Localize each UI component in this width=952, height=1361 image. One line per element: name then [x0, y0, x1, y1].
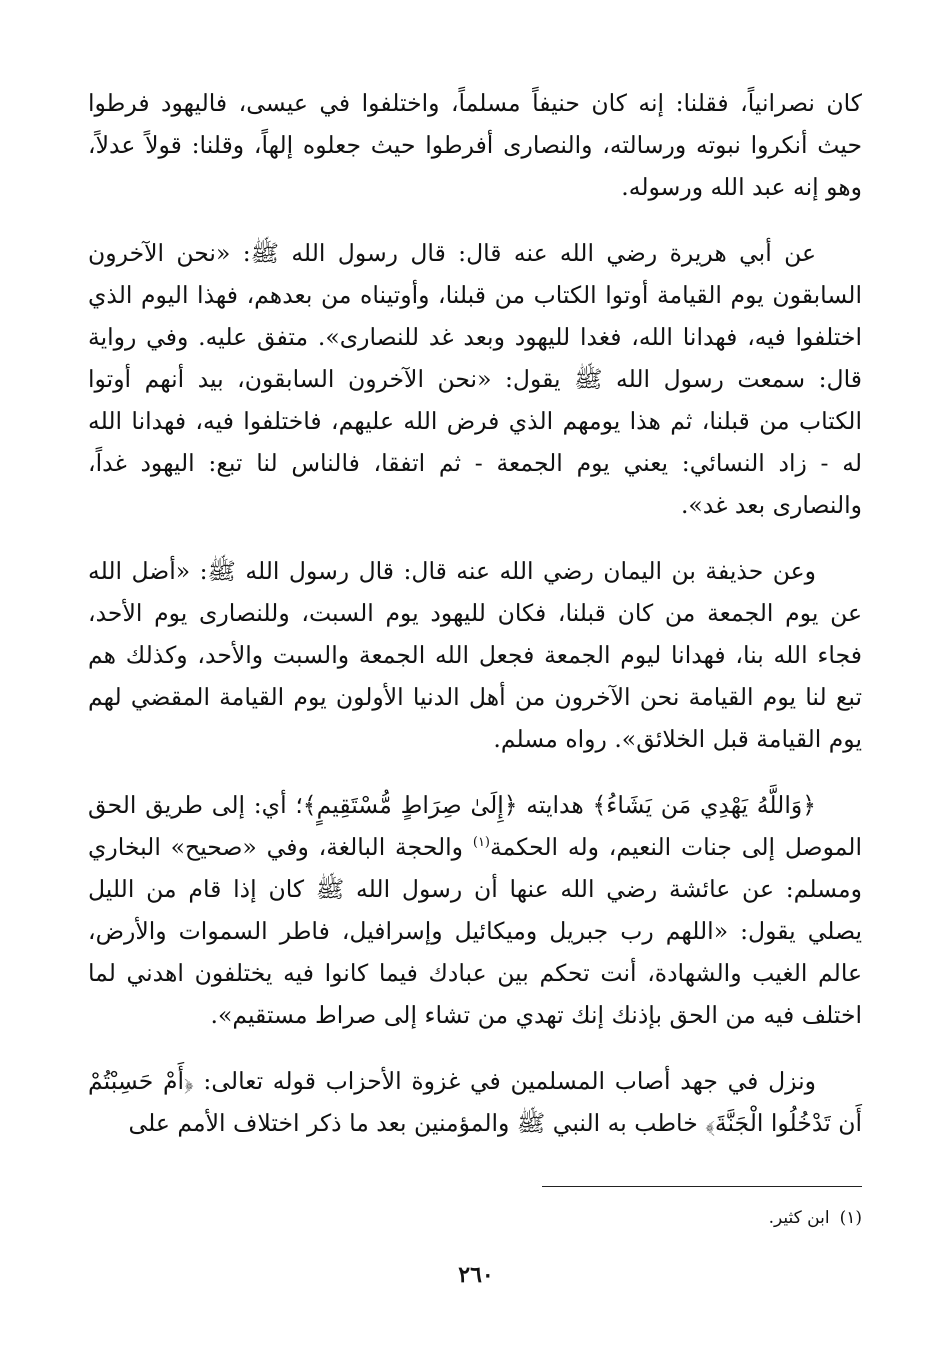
page-number: ٢٦٠	[458, 1262, 494, 1288]
footnote-divider	[542, 1186, 862, 1187]
footnote-number: (١)	[839, 1208, 862, 1228]
paragraph-5: ونزل في جهد أصاب المسلمين في غزوة الأحزاب قوله تعالى: ﴿أَمْ حَسِبْتُمْ أَن تَدْخُلُوا الْجَنَّةَ﴾ خاطب به النبي ﷺ والمؤمنين بعد ما ذكر اختلاف الأمم على	[88, 1067, 862, 1137]
page-body	[88, 82, 862, 1168]
footnote	[769, 1204, 862, 1232]
paragraph-3: وعن حذيفة بن اليمان رضي الله عنه قال: قال رسول الله ﷺ: «أضل الله عن يوم الجمعة من كان قبلنا، فكان لليهود يوم السبت، وللنصارى يوم الأحد، فجاء الله بنا، فهدانا ليوم الجمعة فجعل الله الجمعة والسبت والأحد، وكذلك هم تبع لنا يوم القيامة نحن الآخرون من أهل الدنيا الأولون يوم القيامة المقضي لهم يوم القيامة قبل الخلائق». رواه مسلم.	[88, 557, 862, 753]
footnote-text: ابن كثير.	[768, 1208, 830, 1228]
paragraph-1: كان نصرانياً، فقلنا: إنه كان حنيفاً مسلماً، واختلفوا في عيسى، فاليهود فرطوا حيث أنكروا نبوته ورسالته، والنصارى أفرطوا حيث جعلوه إلهاً، وقلنا: قولاً عدلاً، وهو إنه عبد الله ورسوله.	[88, 89, 862, 201]
paragraph-4-part-2: والحجة البالغة، وفي «صحيح» البخاري ومسلم: عن عائشة رضي الله عنها أن رسول الله ﷺ كان إذا قام من الليل يصلي يقول: «اللهم رب جبريل وميكائيل وإسرافيل، فاطر السموات والأرض، عالم الغيب والشهادة، أنت تحكم بين عبادك فيما كانوا فيه يختلفون اهدني لما اختلف فيه من الحق بإذنك إنك تهدي من تشاء إلى صراط مستقيم».	[88, 833, 862, 1029]
footnote-reference[interactable]: (١)	[472, 835, 490, 851]
paragraph-4-part-1: ﴿وَاللَّهُ يَهْدِي مَن يَشَاءُ﴾ هدايته ﴿إِلَىٰ صِرَاطٍ مُّسْتَقِيمٍ﴾؛ أي: إلى طريق الحق الموصل إلى جنات النعيم، وله الحكمة	[88, 791, 862, 861]
paragraph-4	[88, 784, 862, 1036]
paragraph-2: عن أبي هريرة رضي الله عنه قال: قال رسول الله ﷺ: «نحن الآخرون السابقون يوم القيامة أوتوا الكتاب من قبلنا، وأوتيناه من بعدهم، فهذا اليوم الذي اختلفوا فيه، فهدانا الله، فغدا لليهود وبعد غد للنصارى». متفق عليه. وفي رواية قال: سمعت رسول الله ﷺ يقول: «نحن الآخرون السابقون، بيد أنهم أوتوا الكتاب من قبلنا، ثم هذا يومهم الذي فرض الله عليهم، فاختلفوا فيه، فهدانا الله له - زاد النسائي: يعني يوم الجمعة - ثم اتفقا، فالناس لنا تبع: اليهود غداً، والنصارى بعد غد».	[88, 239, 862, 519]
